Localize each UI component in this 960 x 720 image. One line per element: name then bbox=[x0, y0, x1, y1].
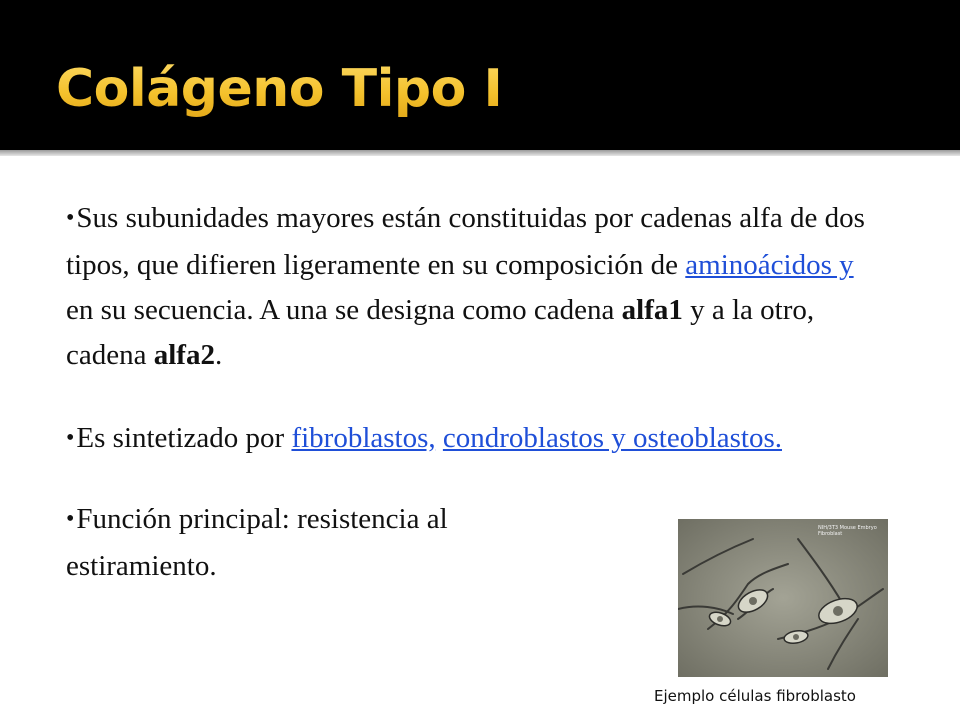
bullet-function-text: Función principal: resistencia al estiramiento. bbox=[66, 503, 448, 582]
micrograph-label: NIH/3T3 Mouse Embryo Fibroblast bbox=[818, 525, 877, 537]
bullet-subunits-text-2: en su secuencia. A una se designa como cadena bbox=[66, 294, 622, 326]
fibroblast-micrograph bbox=[678, 519, 888, 677]
link-condroblastos-osteoblastos[interactable]: condroblastos y osteoblastos. bbox=[442, 422, 782, 454]
bullet-synthesis-space bbox=[436, 422, 443, 454]
bullet-synthesis-text-1: Es sintetizado por bbox=[76, 422, 292, 454]
bullet-marker: • bbox=[66, 425, 75, 451]
term-alfa1: alfa1 bbox=[621, 294, 683, 326]
bullet-subunits-text-3: y a la otro, cadena bbox=[66, 294, 815, 371]
bullet-function bbox=[66, 497, 576, 589]
bullet-marker: • bbox=[66, 506, 75, 532]
term-alfa2: alfa2 bbox=[153, 339, 215, 371]
micrograph-drawing bbox=[678, 519, 888, 677]
link-aminoacidos[interactable]: aminoácidos y bbox=[685, 249, 854, 281]
bullet-subunits-text-4: . bbox=[214, 339, 223, 371]
bullet-marker: • bbox=[66, 205, 75, 231]
bullet-synthesis bbox=[66, 416, 886, 463]
bullet-subunits bbox=[66, 196, 886, 378]
bullet-subunits-text-1: Sus subunidades mayores están constituidas por cadenas alfa de dos tipos, que difieren ligeramente en su composición de bbox=[66, 202, 865, 281]
image-caption: Ejemplo células fibroblasto bbox=[654, 687, 856, 705]
title-divider bbox=[0, 150, 960, 156]
slide-title: Colágeno Tipo I bbox=[56, 44, 502, 134]
link-fibroblastos[interactable]: fibroblastos, bbox=[291, 422, 436, 454]
